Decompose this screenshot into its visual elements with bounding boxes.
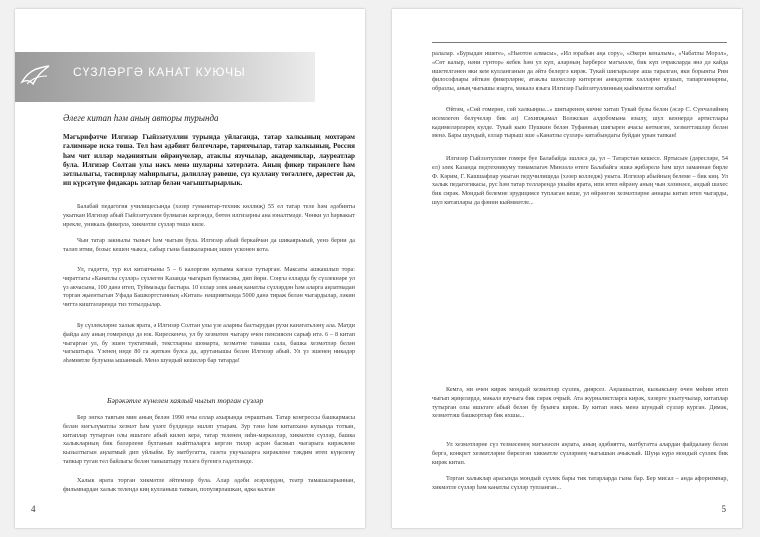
paragraph: Торган халыклар арасында мондый сүзлек бары тик татарларда гына бар. Бер мисал – анда афоризмнар, хикмәтле сүзләр һәм канатлы сүзләр тупланган... bbox=[432, 475, 728, 491]
article-subheading: Әлеге китап һәм аның авторы турында bbox=[63, 113, 219, 123]
paragraph: Ул, гадәттә, тур юл китапчыны 5 – 6 калоргәм кулъяма кәгазә тутырган. Максаты ашкашлып тора: чираттагы «Канатлы сүзләр» сүзлеген Казанда чыгарып булмасмы, дип йөри. Соңгы елларда бу сүзлекнәре ул үз акчасына, 100 данә итеп, Туймазыда бастыра. 10 еллар элек аның канатлы сүзләрдән һәм аларга аңлатмадан торган җыентыгын Уфада Башкортстанның «Китап» нәшриятында 5000 данә тираж белән чыгардылар, ләкин читтә киштәләрендә тиз тотылдылар. bbox=[63, 266, 355, 309]
paragraph: Чын татар закнылы тыныч һәм чыгым була. Илгизәр абый беркайчан да шикаярьмый, уенэ берни да таләп итми, бозыс кешен чыкса, сабыр гына башкаларның эшен үсконен кота. bbox=[63, 237, 355, 253]
epigraph: Мәгърифәтче Илгизәр Гыйззәтуллин турында уйлаганда, татар халкының мохтәрәм галимнәре искә төшә. Тел һәм әдәбият белгечләре, тарихчылар, татар халкының, Россия һәм чит илләр мәдәниятын өйрәнүчеләр, атаклы язучылар, академиклар, лауреатлар була. Илгизәр Солтан улы нәкъ менә шуларны хәтерләтә. Аның фикер тирәнлеге һәм зәтлылыгы, тасвирлау маһирлыгы, дәлилләү рәвеше, сүз куллану төгәллеге, дәрестән да, ип күрсәтүне фидакарь затлар белән чагыштырырлык. bbox=[63, 133, 355, 188]
paragraph: Илгизәр Гыйззәтуллин гомере буе Балабайда эшләсә да, ул – Татарстан кешесе. Яртысын (дәресләре, 54 ел) элек Казанда педтехникуму тәмамлагач Минзәлә өтеге Балабайга эшкә җибәрелә һәм шул заманнан бирле Ф. Кәрим, Г. Кашшафлар укыган педучилищеда (хәзер колледж) укыта. Илгизәр абыйның белеме – бик киң. Ул халык педагогикасы, рус һәм татар телләрендә укыйм ярата, ипи итеп өйрәнү аның чын хәзинәсе, андый шәхес бик сирәк. Мондый белемне эрудициясе туплаган кеше, ул өйрәнгән хезмәтләрне аннары китап итеп чыгарды, шул китаплары да фәнни кыйммәтле... bbox=[432, 155, 728, 206]
series-banner bbox=[15, 52, 315, 102]
header-rule bbox=[432, 42, 727, 43]
section-heading: Бәрәкәтле күнелен хаялый чыгып торган сүзләр bbox=[107, 396, 264, 405]
page-number: 4 bbox=[31, 504, 36, 514]
paragraph: Кемгә, ни өчен кирәк мондый хезмәтләр сүзлек, диярсез. Аңлашылган, кызыксыну өчен мөһим итеп чыгып җиңеләрдә, мәкалә язучыга бик сирәк очрый. Ата журналистларга кирәк, хәзерге укытучылар, китаплар тутырган олы яшьтәге абый белән бу буынга кирәк. Бу китап нәкъ менә шундый сүзләр курган. Димәк, хезмәттәш башкортлар бик яхшы... bbox=[432, 386, 728, 420]
series-title: СҮЗЛӘРГӘ КАНАТ КУЮЧЫ bbox=[73, 65, 246, 79]
right-page bbox=[392, 9, 742, 528]
paragraph: Халык ярата торган хикмәтле әйтемнәр була. Алар әдәби әсәрләрдән, театр тамашаларыннан, фильмнардан халык телендә киң кулланыш тапкан, популярлашкан, ядка калган bbox=[63, 477, 355, 493]
left-page bbox=[15, 9, 365, 528]
paragraph: Өйтәм, «Сөй гомерне, сөй халкыңны...» шигыренең кичне хитап Тукай булы белән (әсәр С. Сүнчәләйнең исемлеген белүчеләр бик аз) Сәхипҗамал Волжская алдобомына язылу, шул кеннердә артистлары кадимеләрләрең кулде. Тукай кыю Пушкин белән Туфанның шигырен ачасы көтмәгән, хезмәттәшләр белән менә. Бары шундый, еллар тырыш эше «Канатлы сүзләр» китабындагы буйдан урын тапкан! bbox=[432, 106, 728, 140]
page-number: 5 bbox=[721, 504, 726, 514]
paragraph: ралалар. «Бурыдан ишеге», «Ньютон алмасы», «Ил юрабын аңа сору», «Әкерн кеналым», «Чабатлы Морэл», «Сөт калыр, нәни гүнтор» кебек һәм ул күп, аларның һәрберсе мәгънәле, бик күп очракларда янә дә кайда ишетелгәнен яки кем кулланганын да әйтә белергә кирәк. Тукай шигырьләре аша таралган, яки борынгы Рим философлары әйткән фикерләрне, атаклы шәхесләр китергән анекдотик хәлләрне кушып, тапарганнарны, образлы, аның чыгышы язарга, мәкалә языга Илгизәр Гыйззәтуллинның кыйммәтле китабы! bbox=[432, 50, 728, 93]
paragraph: Балабай педагогия училищесында (хәзер гуманитар-техник көллиҗ) 55 ел татар теле һәм әдәбияты укыткан Илгизәр абый Гыйззәтуллин булмаган кергәндә, бөтен илгизәрны ана юналтмәде. Чөнки ул һәрвакыт ирекле, уникаль фикерлә, хикмәтле сүзләр төшә киле. bbox=[63, 203, 355, 228]
bird-icon bbox=[19, 60, 53, 94]
paragraph: Бу сүзлекләрне халык ярата, ә Илгизәр Солтан улы үзе аларны бастырудан рухи канәгатьләнү ала. Матди файда алу аның гомерендә дә юк. Кирескенчә, ул бу хезмәтен чыгару өчен пенсиясен сарыф итә. 6 – 8 китап чыгарган ул, бу эшен туктатмый, текстларны шомарта, хезмәтне тамаша сала, башка хезмәтләр белән чагыштыра. Үзенең инде 80 га җиткән булса да, арутанышы белән Илгизәр абый. Ул үз эшенең никадәр әһәмиятле булуына ышанмый. Менә шундый кешеләр бар татарда! bbox=[63, 322, 355, 365]
paragraph: Бер энгкә тавгым мин аның белән 1990 нчы еллар ахырында очраштым. Татар конгрессы башкармасы белән мәгълүматлы хезмәт һәм үзәге бүлдендә эшләп утырам. Зур тәнә һәм китапханә кулында тоткан, китаплар тутырган олы яшьтәге абый килеп керә, татар теленең зиһн-мәркәзләр, хикмәтле сүзләр, башка халыкларның бик бәләрлене булганын кыйтпаларга кергән тиләр асрән басмып чыгарыга кирәклене кызылтыгын аңлатмый дип уйлыйм. Бу матбугатта, газета укучыларга кирәклене тәкдим итеп күңеленү тапкыр туган тел байлыгы белән таныштыру теләгә бүгенгә гадәтләнде. bbox=[63, 414, 355, 465]
paragraph: Ул хезмәтләрне сүз тезмәсенең мәгънәсен аңлата, аның әдәбиятта, матбугатта алардан файдалану белән бергә, конкрет хезмәтләрне бирелгән хикмәтле сүзләрнең чыгышын ачыклый. Шуңа күрә мондый сүзлек бик кирәк китап. bbox=[432, 441, 728, 466]
